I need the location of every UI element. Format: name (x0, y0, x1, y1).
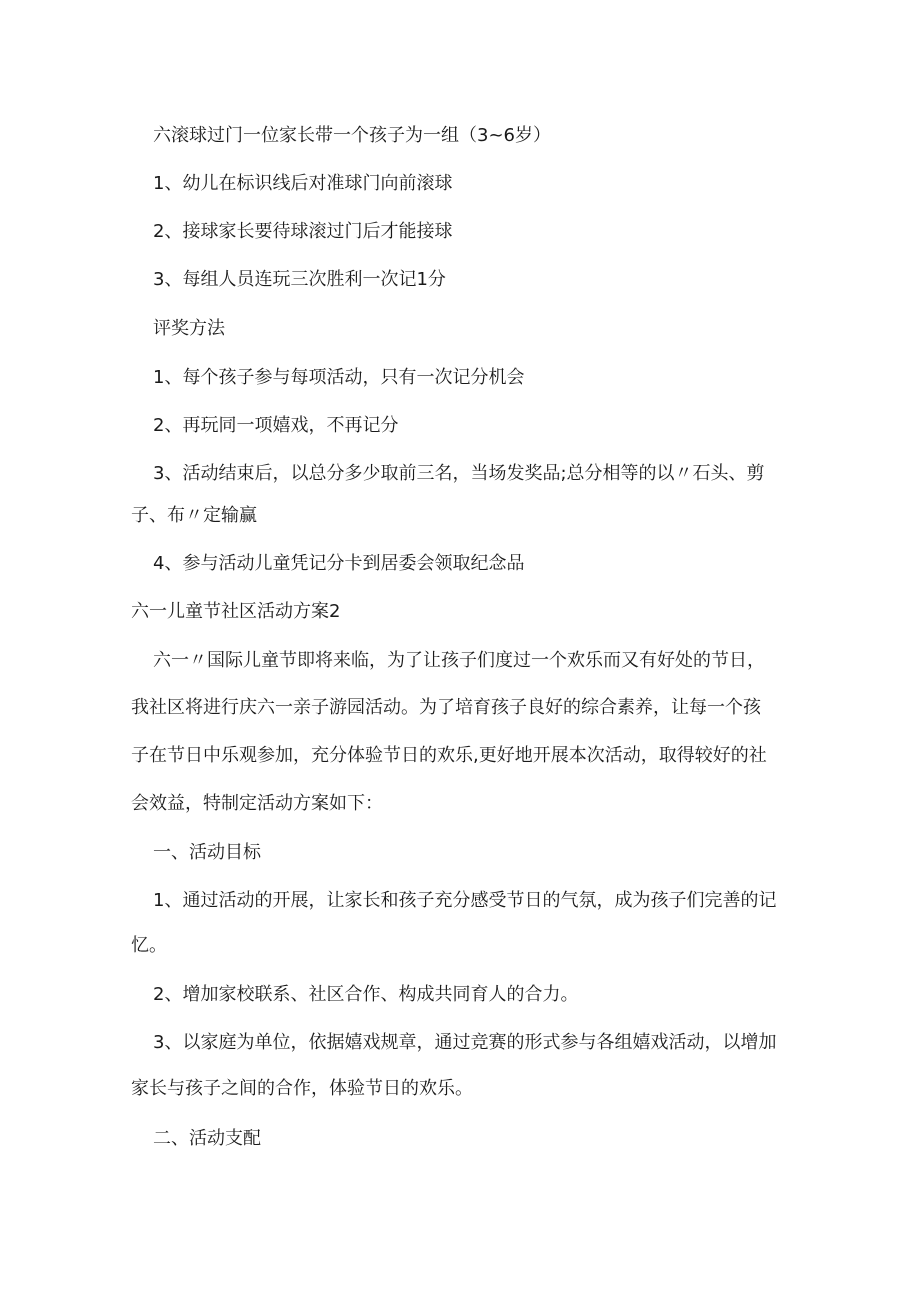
intro-paragraph-line-4: 会效益，特制定活动方案如下： (131, 793, 383, 814)
award-rule-3: 3、活动结束后，以总分多少取前三名，当场发奖品;总分相等的以〃石头、剪 (153, 463, 765, 484)
section-title-plan-2: 六一儿童节社区活动方案2 (131, 601, 341, 622)
game-rule-1: 1、幼儿在标识线后对准球门向前滚球 (153, 173, 453, 194)
intro-paragraph-line-3: 子在节日中乐观参加，充分体验节日的欢乐,更好地开展本次活动，取得较好的社 (131, 745, 767, 766)
goal-item-3-cont: 家长与孩子之间的合作，体验节日的欢乐。 (131, 1078, 473, 1099)
award-rule-1: 1、每个孩子参与每项活动，只有一次记分机会 (153, 367, 525, 388)
award-rule-2: 2、再玩同一项嬉戏，不再记分 (153, 415, 399, 436)
game-title-line: 六滚球过门一位家长带一个孩子为一组（3~6岁） (153, 125, 551, 146)
game-rule-3: 3、每组人员连玩三次胜利一次记1分 (153, 269, 446, 290)
intro-paragraph-line-1: 六一〃国际儿童节即将来临，为了让孩子们度过一个欢乐而又有好处的节日， (153, 650, 765, 671)
intro-paragraph-line-2: 我社区将进行庆六一亲子游园活动。为了培育孩子良好的综合素养，让每一个孩 (131, 697, 761, 718)
goal-heading: 一、活动目标 (153, 842, 261, 863)
goal-item-1-cont: 忆。 (131, 935, 167, 956)
arrangement-heading: 二、活动支配 (153, 1128, 261, 1149)
goal-item-2: 2、增加家校联系、社区合作、构成共同育人的合力。 (153, 984, 579, 1005)
award-rule-4: 4、参与活动儿童凭记分卡到居委会领取纪念品 (153, 553, 525, 574)
goal-item-1: 1、通过活动的开展，让家长和孩子充分感受节日的气氛，成为孩子们完善的记 (153, 890, 777, 911)
award-heading: 评奖方法 (153, 318, 225, 339)
goal-item-3: 3、以家庭为单位，依据嬉戏规章，通过竞赛的形式参与各组嬉戏活动，以增加 (153, 1032, 777, 1053)
award-rule-3-cont: 子、布〃定输赢 (131, 505, 257, 526)
game-rule-2: 2、接球家长要待球滚过门后才能接球 (153, 221, 453, 242)
